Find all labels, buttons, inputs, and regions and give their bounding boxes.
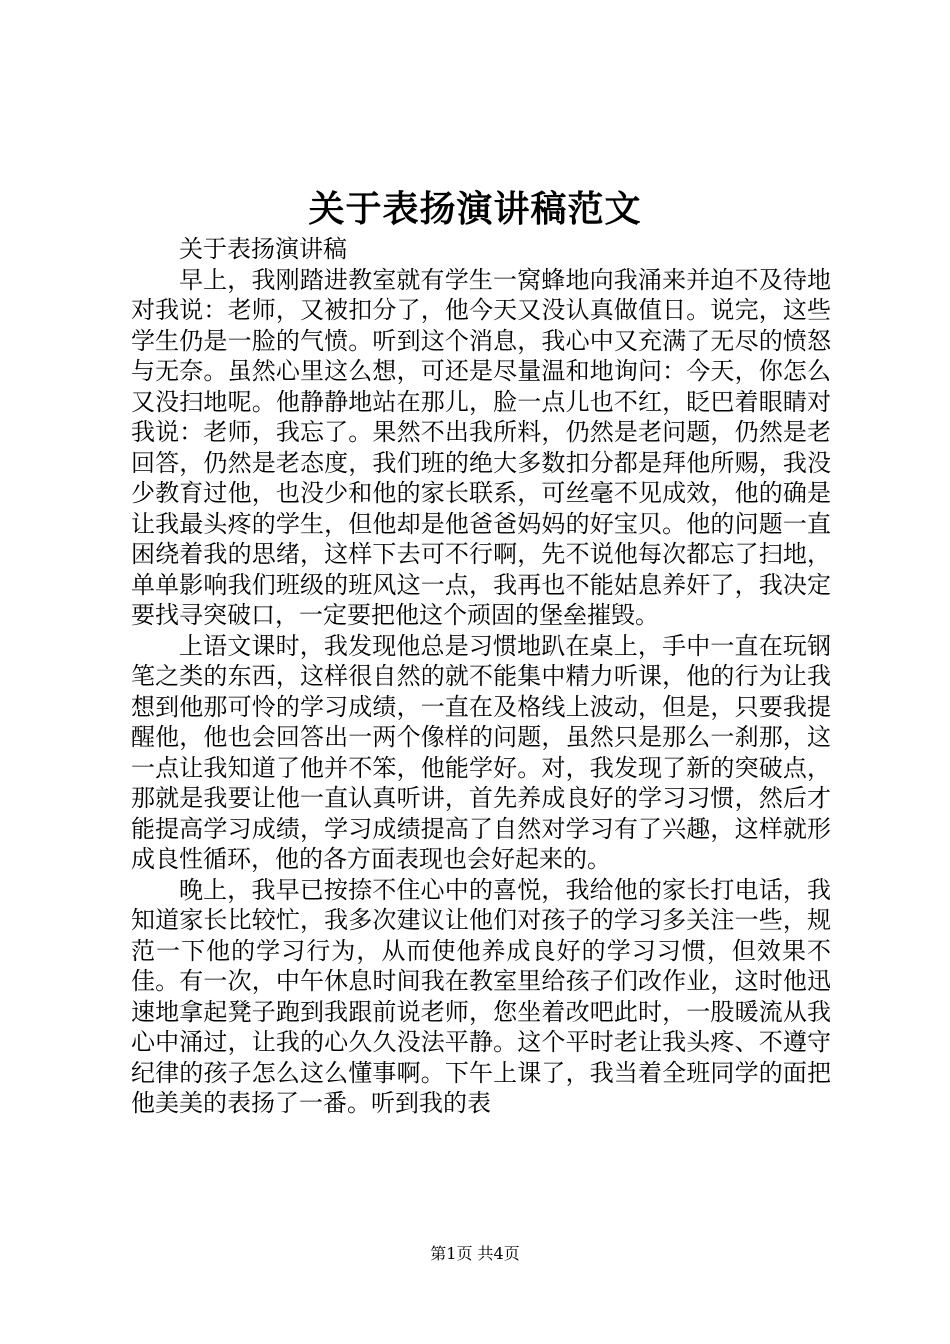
page-number-footer: 第1页 共4页 (430, 1244, 520, 1263)
paragraph-2: 上语文课时，我发现他总是习惯地趴在桌上，手中一直在玩钢笔之类的东西，这样很自然的就不能集中精力听课，他的行为让我想到他那可怜的学习成绩，一直在及格线上波动，但是，只要我提醒他，他也会回答出一两个像样的问题，虽然只是那么一刹那，这一点让我知道了他并不笨，他能学好。对，我发现了新的突破点，那就是我要让他一直认真听讲，首先养成良好的学习习惯，然后才能提高学习成绩，学习成绩提高了自然对学习有了兴趣，这样就形成良性循环，他的各方面表现也会好起来的。 (131, 631, 831, 873)
paragraph-1: 早上，我刚踏进教室就有学生一窝蜂地向我涌来并迫不及待地对我说：老师，又被扣分了，他今天又没认真做值日。说完，这些学生仍是一脸的气愤。听到这个消息，我心中又充满了无尽的愤怒与无奈。虽然心里这么想，可还是尽量温和地询问：今天，你怎么又没扫地呢。他静静地站在那儿，脸一点儿也不红，眨巴着眼睛对我说：老师，我忘了。果然不出我所料，仍然是老问题，仍然是老回答，仍然是老态度，我们班的绝大多数扣分都是拜他所赐，我没少教育过他，也没少和他的家长联系，可丝毫不见成效，他的确是让我最头疼的学生，但他却是他爸爸妈妈的好宝贝。他的问题一直困绕着我的思绪，这样下去可不行啊，先不说他每次都忘了扫地，单单影响我们班级的班风这一点，我再也不能姑息养奸了，我决定要找寻突破口，一定要把他这个顽固的堡垒摧毁。 (131, 265, 831, 629)
document-body (131, 234, 831, 1119)
subtitle-line: 关于表扬演讲稿 (179, 235, 347, 263)
document-title: 关于表扬演讲稿范文 (308, 188, 642, 230)
paragraph-3: 晚上，我早已按捺不住心中的喜悦，我给他的家长打电话，我知道家长比较忙，我多次建议让他们对孩子的学习多关注一些，规范一下他的学习行为，从而使他养成良好的学习习惯，但效果不佳。有一次，中午休息时间我在教室里给孩子们改作业，这时他迅速地拿起凳子跑到我跟前说老师，您坐着改吧此时，一股暖流从我心中涌过，让我的心久久没法平静。这个平时老让我头疼、不遵守纪律的孩子怎么这么懂事啊。下午上课了，我当着全班同学的面把他美美的表扬了一番。听到我的表 (131, 875, 831, 1117)
